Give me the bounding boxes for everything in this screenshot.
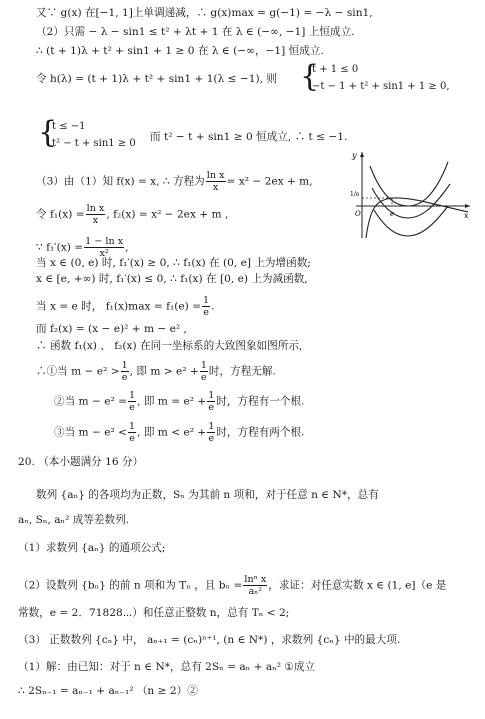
problem-20-part-2b: 常数，e = 2．71828⋯）和任意正整数 n，总有 Tₙ < 2; xyxy=(18,607,290,619)
text-line-13: ∴ 函数 f₁(x) 、 f₂(x) 在同一坐标系的大致图象如图所示, xyxy=(36,340,303,352)
text-line-6: （3）由（1）知 f(x) = x, ∴ 方程为 $\frac{\text{ln x}}{x}$ = x² − 2ex + m, xyxy=(36,170,313,193)
problem-20-heading: 20. （本小题满分 16 分） xyxy=(18,456,144,468)
solution-line-1: （1）解：由已知：对于 n ∈ N*，总有 2Sₙ = aₙ + aₙ² ①成立 xyxy=(18,661,316,673)
problem-20-stem-1: 数列 {aₙ} 的各项均为正数，Sₙ 为其前 n 项和，对于任意 n ∈ N*，总有 xyxy=(36,489,379,501)
text-line-12: 而 f₂(x) = (x − e)² + m − e² , xyxy=(36,323,187,335)
text-line-2: （2）只需 − λ − sin1 ≤ t² + λt + 1 在 λ ∈ (−∞, −1] 上恒成立. xyxy=(36,26,355,38)
text-line-4: 令 h(λ) = (t + 1)λ + t² + sin1 + 1(λ ≤ −1), 则 xyxy=(36,73,277,85)
problem-20-part-2: （2）设数列 {bₙ} 的前 n 项和为 Tₙ ，且 bₙ = $\frac{\text{lnⁿ x}}{\text{aₙ²}}$ ，求证：对任意实数 x ∈ (1, e]（e 是 xyxy=(18,574,447,597)
fraction-f1-derivative: $\frac{\text{1 − ln x}}{\text{x²}}$ xyxy=(85,236,124,259)
text-line-3: ∴ (t + 1)λ + t² + sin1 + 1 ≥ 0 在 λ ∈ (−∞，−1] 恒成立. xyxy=(36,45,324,57)
problem-20-part-3: （3） 正数数列 {cₙ} 中， aₙ₊₁ = (cₙ)ⁿ⁺¹, (n ∈ N*) ，求数列 {cₙ} 中的最大项. xyxy=(18,634,401,646)
text-line-1: 又∵ g(x) 在[−1, 1]上单调递减，∴ g(x)max = g(−1) = −λ − sin1, xyxy=(36,7,373,19)
system-brace-2: { xyxy=(38,115,58,150)
text-line-9: 当 x ∈ (0, e) 时, f₁′(x) ≥ 0, ∴ f₁(x) 在 (0, e] 上为增函数; xyxy=(36,257,311,269)
fraction-f1: $\frac{\text{ln x}}{x}$ xyxy=(86,203,105,226)
graph-label-origin: O xyxy=(355,210,361,218)
graph-label-x: x xyxy=(464,211,469,220)
system-eq-1a: t + 1 ≤ 0 xyxy=(312,64,359,75)
text-line-7: 令 f₁(x) = $\frac{\text{ln x}}{x}$ , f₂(x) = x² − 2ex + m , xyxy=(36,203,229,226)
y-axis-arrow xyxy=(360,152,364,157)
solution-line-2: ∴ 2Sₙ₋₁ = aₙ₋₁ + aₙ₋₁² （n ≥ 2）② xyxy=(18,685,198,697)
text-line-5: 而 t² − t + sin1 ≥ 0 恒成立, ∴ t ≤ −1. xyxy=(150,131,348,143)
fraction-bn: $\frac{\text{lnⁿ x}}{\text{aₙ²}}$ xyxy=(244,574,267,597)
curve-f2-lower xyxy=(374,206,448,236)
graph-label-y: y xyxy=(352,151,357,160)
graph-label-1-over-e: 1/e xyxy=(350,191,360,198)
fraction-lnx-over-x: $\frac{\text{ln x}}{x}$ xyxy=(206,170,225,193)
case-1: ∴①当 m − e² > $\frac{1}{e}$ , 即 m > e² + $\frac{1}{e}$ 时，方程无解. xyxy=(36,360,276,383)
system-eq-2a: t ≤ −1 xyxy=(52,121,86,132)
problem-20-stem-2: aₙ, Sₙ, aₙ² 成等差数列. xyxy=(18,514,130,526)
problem-20-part-1: （1）求数列 {aₙ} 的通项公式; xyxy=(18,542,166,554)
system-eq-2b: t² − t + sin1 ≥ 0 xyxy=(52,138,136,149)
system-eq-1b: −t − 1 + t² + sin1 + 1 ≥ 0, xyxy=(312,81,450,92)
graph-label-e: e xyxy=(390,210,395,218)
case-2: ②当 m − e² = $\frac{1}{e}$ , 即 m = e² + $\frac{1}{e}$ 时，方程有一个根. xyxy=(54,390,305,413)
curve-f2-middle xyxy=(372,184,450,218)
text-line-10: x ∈ [e, +∞) 时, f₁′(x) ≤ 0, ∴ f₁(x) 在 [0, e) 上为减函数, xyxy=(36,273,308,285)
text-line-11: 当 x = e 时， f₁(x)max = f₁(e) = $\frac{1}{e}$ . xyxy=(36,295,215,318)
case-3: ③当 m − e² < $\frac{1}{e}$ , 即 m < e² + $\frac{1}{e}$ 时，方程有两个根. xyxy=(54,421,305,444)
system-brace-1: { xyxy=(300,59,320,94)
fraction-one-over-e: $\frac{1}{e}$ xyxy=(203,295,210,318)
x-axis-arrow xyxy=(465,204,470,208)
text-line-8: ∵ f₁′(x) = $\frac{\text{1 − ln x}}{\text{x²}}$ , xyxy=(36,236,129,259)
function-graph-figure xyxy=(352,148,472,240)
